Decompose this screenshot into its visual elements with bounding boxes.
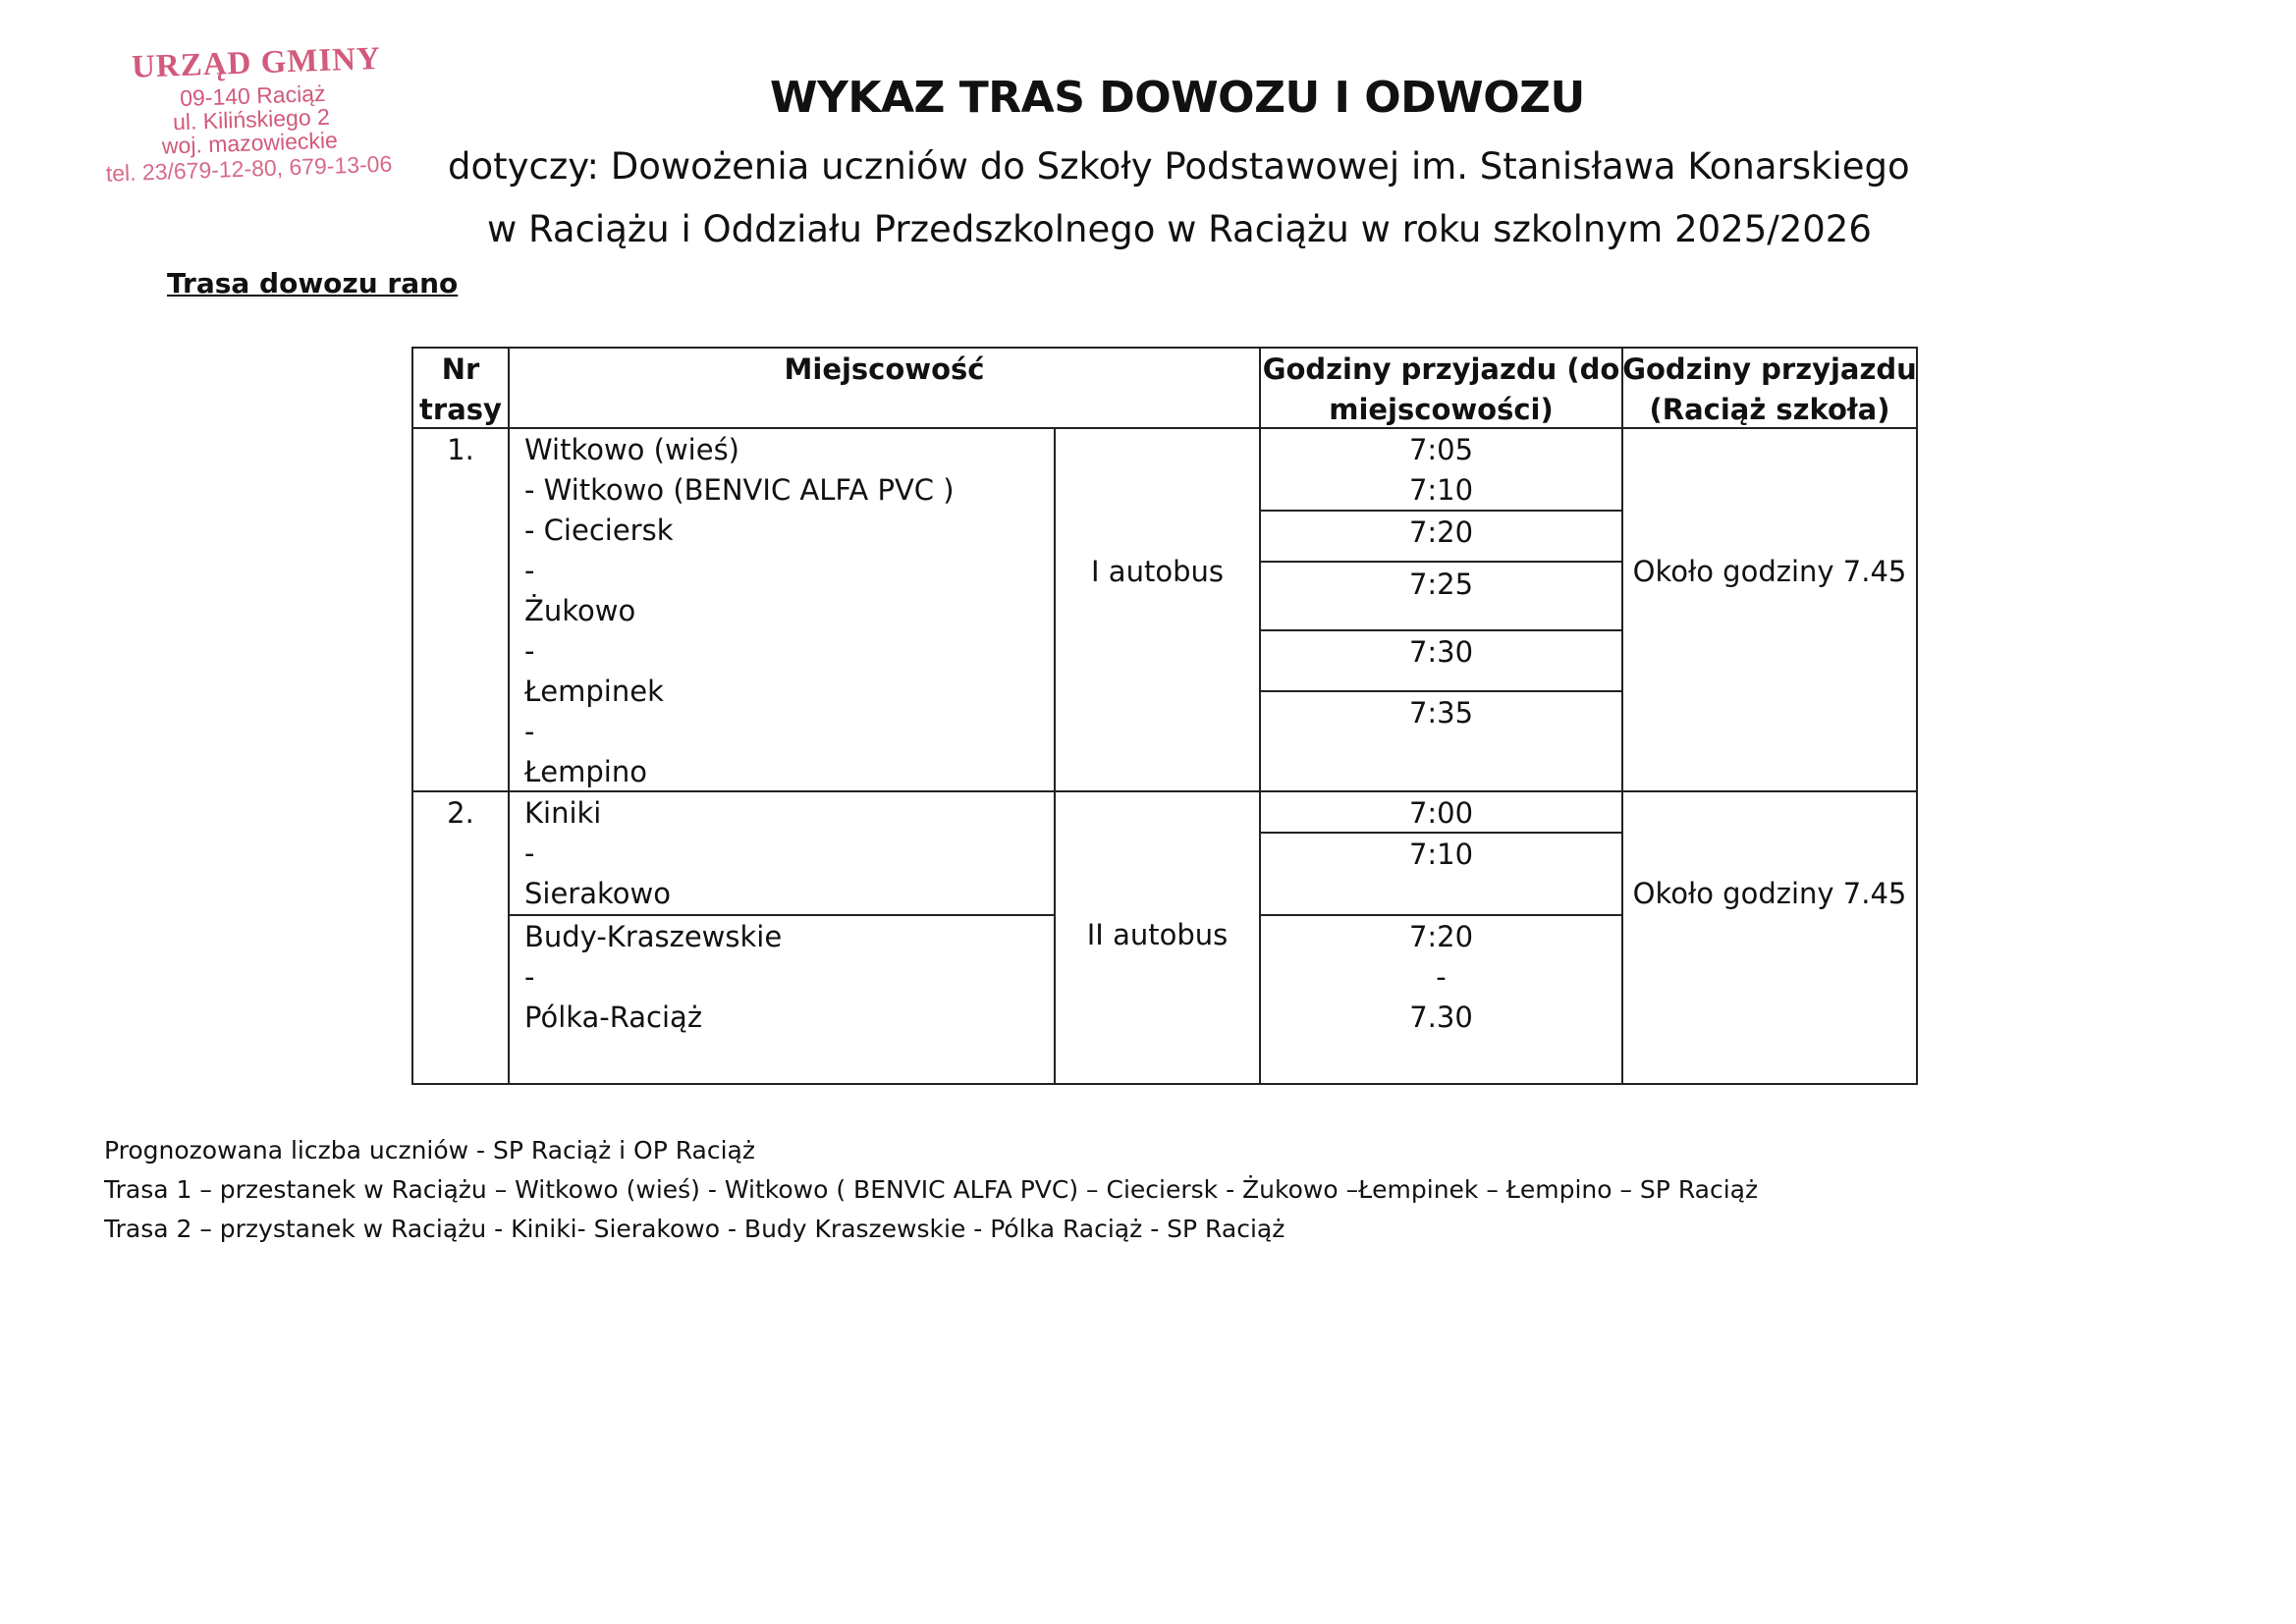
place-item: - (524, 715, 535, 748)
time-value: 7:20 (1408, 515, 1474, 549)
header-arrival (1260, 350, 1622, 430)
route-number: 2. (447, 796, 474, 830)
time-value: 7:10 (1408, 473, 1474, 507)
header-place: Miejscowość (784, 352, 985, 386)
document-subtitle: dotyczy: Dowożenia uczniów do Szkoły Podstawowej im. Stanisława Konarskiego (448, 145, 1910, 188)
document-subtitle: w Raciążu i Oddziału Przedszkolnego w Raciążu w roku szkolnym 2025/2026 (487, 208, 1872, 250)
place-item: Pólka-Raciąż (524, 1001, 703, 1034)
header-school-line: Godziny przyjazdu (1622, 352, 1917, 386)
header-school-line: (Raciąż szkoła) (1649, 393, 1890, 426)
bus-label: I autobus (1091, 555, 1224, 588)
place-item: - Witkowo (BENVIC ALFA PVC ) (524, 473, 955, 507)
place-item: - (524, 554, 535, 587)
time-value: - (1436, 960, 1447, 994)
note-line: Prognozowana liczba uczniów - SP Raciąż i OP Raciąż (104, 1136, 756, 1164)
header-nr-line: trasy (419, 393, 502, 426)
bus-label: II autobus (1086, 918, 1229, 951)
place-item: Kiniki (524, 796, 602, 830)
time-value: 7:25 (1408, 568, 1474, 601)
place-item: - (524, 960, 535, 994)
place-item: Witkowo (wieś) (524, 433, 740, 466)
place-item: Łempinek (524, 675, 664, 708)
header-school (1622, 350, 1917, 430)
time-value: 7.30 (1409, 1001, 1473, 1034)
place-item: Żukowo (524, 594, 636, 627)
stamp-line: tel. 23/679-12-80, 679-13-06 (105, 150, 393, 187)
time-value: 7:10 (1408, 838, 1474, 871)
place-item: Sierakowo (524, 877, 671, 910)
stamp-line: 09-140 Raciąż (179, 80, 326, 112)
route-places (524, 917, 782, 1038)
place-item: Łempino (524, 755, 647, 788)
header-arrival-line: Godziny przyjazdu (do (1262, 352, 1620, 386)
route-places (524, 430, 955, 792)
stamp-line: woj. mazowieckie (161, 127, 339, 159)
place-item: - Cieciersk (524, 514, 674, 547)
school-arrival: Około godziny 7.45 (1632, 555, 1907, 588)
place-item: Budy-Kraszewskie (524, 920, 783, 953)
time-value: 7:00 (1408, 796, 1474, 830)
route-places (524, 793, 671, 914)
time-value: 7:20 (1408, 920, 1474, 953)
route-number: 1. (447, 433, 474, 466)
school-arrival: Około godziny 7.45 (1632, 877, 1907, 910)
time-value: 7:30 (1408, 635, 1474, 669)
stamp-line: URZĄD GMINY (131, 40, 382, 85)
place-item: - (524, 837, 535, 870)
header-nr (412, 350, 509, 430)
note-line: Trasa 1 – przestanek w Raciążu – Witkowo (wieś) - Witkowo ( BENVIC ALFA PVC) – Cieciersk - Żukowo –Łempinek – Łempino – SP Raciąż (104, 1175, 1759, 1204)
time-value: 7:05 (1408, 433, 1474, 466)
note-line: Trasa 2 – przystanek w Raciążu - Kiniki- Sierakowo - Budy Kraszewskie - Pólka Raciąż - SP Raciąż (104, 1215, 1285, 1243)
header-arrival-line: miejscowości) (1329, 393, 1554, 426)
header-nr-line: Nr (441, 352, 480, 386)
document-title: WYKAZ TRAS DOWOZU I ODWOZU (770, 73, 1585, 123)
place-item: - (524, 634, 535, 668)
section-title: Trasa dowozu rano (167, 267, 459, 299)
time-value: 7:35 (1408, 696, 1474, 730)
stamp-line: ul. Kilińskiego 2 (172, 103, 331, 135)
